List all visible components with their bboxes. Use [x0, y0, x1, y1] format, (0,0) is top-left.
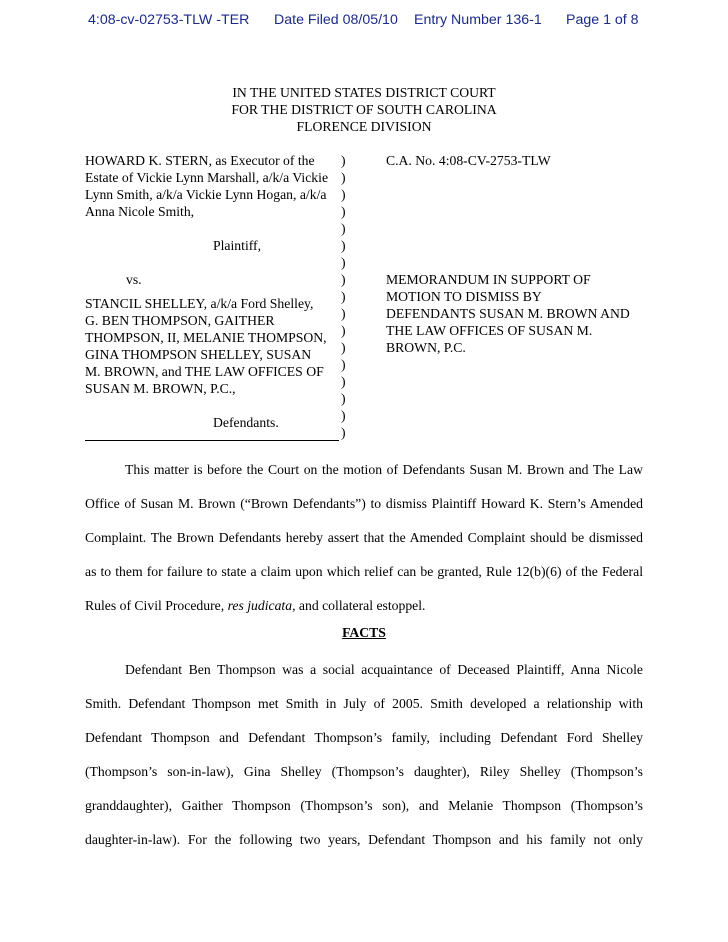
caption-paren: ) — [341, 204, 346, 219]
caption-paren: ) — [341, 306, 346, 321]
defendant-line: M. BROWN, and THE LAW OFFICES OF — [85, 364, 324, 379]
defendant-line: STANCIL SHELLEY, a/k/a Ford Shelley, — [85, 296, 314, 311]
text-run: Rules of Civil Procedure, — [85, 598, 228, 613]
case-number: C.A. No. 4:08-CV-2753-TLW — [386, 153, 551, 168]
defendant-line: GINA THOMPSON SHELLEY, SUSAN — [85, 347, 312, 362]
plaintiff-line: HOWARD K. STERN, as Executor of the — [85, 153, 315, 168]
defendants-label: Defendants. — [213, 415, 279, 430]
caption-paren: ) — [341, 170, 346, 185]
caption-paren: ) — [341, 374, 346, 389]
caption-paren: ) — [341, 425, 346, 440]
defendant-line: THOMPSON, II, MELANIE THOMPSON, — [85, 330, 327, 345]
paragraph-line: Defendant Ben Thompson was a social acquaintance of Deceased Plaintiff, Anna Nicole — [125, 662, 643, 677]
caption-paren: ) — [341, 255, 346, 270]
caption-paren: ) — [341, 153, 346, 168]
plaintiff-line: Lynn Smith, a/k/a Vickie Lynn Hogan, a/k/a — [85, 187, 327, 202]
facts-heading: FACTS — [342, 625, 386, 640]
caption-paren: ) — [341, 340, 346, 355]
caption-paren: ) — [341, 289, 346, 304]
caption-paren: ) — [341, 272, 346, 287]
caption-paren: ) — [341, 391, 346, 406]
plaintiff-line: Anna Nicole Smith, — [85, 204, 195, 219]
caption-paren: ) — [341, 238, 346, 253]
paragraph-line: This matter is before the Court on the motion of Defendants Susan M. Brown and The Law — [125, 462, 643, 477]
court-district-line: FOR THE DISTRICT OF SOUTH CAROLINA — [231, 102, 497, 117]
facts-paragraph — [85, 653, 643, 857]
plaintiff-label: Plaintiff, — [213, 238, 262, 253]
caption-paren: ) — [341, 408, 346, 423]
paragraph-line: Complaint. The Brown Defendants hereby assert that the Amended Complaint should be dismissed — [85, 530, 643, 545]
caption-paren: ) — [341, 323, 346, 338]
paragraph-line: as to them for failure to state a claim upon which relief can be granted, Rule 12(b)(6) of the Federal — [85, 564, 643, 579]
caption-paren: ) — [341, 187, 346, 202]
caption-underline — [85, 440, 339, 441]
entry-number-header: Entry Number 136-1 — [414, 12, 542, 28]
intro-paragraph — [85, 453, 643, 623]
versus-label: vs. — [126, 272, 142, 287]
paragraph-line: granddaughter), Gaither Thompson (Thompson’s son), and Melanie Thompson (Thompson’s — [85, 798, 643, 813]
court-name-line: IN THE UNITED STATES DISTRICT COURT — [232, 85, 496, 100]
text-run: , and collateral estoppel. — [292, 598, 426, 613]
paragraph-line: daughter-in-law). For the following two years, Defendant Thompson and his family not only — [85, 832, 643, 847]
plaintiff-line: Estate of Vickie Lynn Marshall, a/k/a Vickie — [85, 170, 329, 185]
paragraph-line: Smith. Defendant Thompson met Smith in July of 2005. Smith developed a relationship with — [85, 696, 643, 711]
paragraph-line — [85, 589, 643, 623]
page-number-header: Page 1 of 8 — [566, 12, 639, 28]
paragraph-line: Defendant Thompson and Defendant Thompson’s family, including Defendant Ford Shelley — [85, 730, 643, 745]
case-number-header: 4:08-cv-02753-TLW -TER — [88, 12, 250, 28]
defendant-line: SUSAN M. BROWN, P.C., — [85, 381, 236, 396]
caption-paren: ) — [341, 357, 346, 372]
document-title-line: MOTION TO DISMISS BY — [386, 289, 542, 304]
document-title-line: THE LAW OFFICES OF SUSAN M. — [386, 323, 593, 338]
document-title-line: DEFENDANTS SUSAN M. BROWN AND — [386, 306, 630, 321]
defendant-line: G. BEN THOMPSON, GAITHER — [85, 313, 275, 328]
paragraph-line: (Thompson’s son-in-law), Gina Shelley (Thompson’s daughter), Riley Shelley (Thompson’s — [85, 764, 643, 779]
paragraph-line: Office of Susan M. Brown (“Brown Defendants”) to dismiss Plaintiff Howard K. Stern’s Amended — [85, 496, 643, 511]
caption-paren: ) — [341, 221, 346, 236]
res-judicata-italic: res judicata — [227, 598, 293, 613]
court-division-line: FLORENCE DIVISION — [296, 119, 432, 134]
document-title-line: BROWN, P.C. — [386, 340, 466, 355]
document-title-line: MEMORANDUM IN SUPPORT OF — [386, 272, 591, 287]
date-filed-header: Date Filed 08/05/10 — [274, 12, 398, 28]
